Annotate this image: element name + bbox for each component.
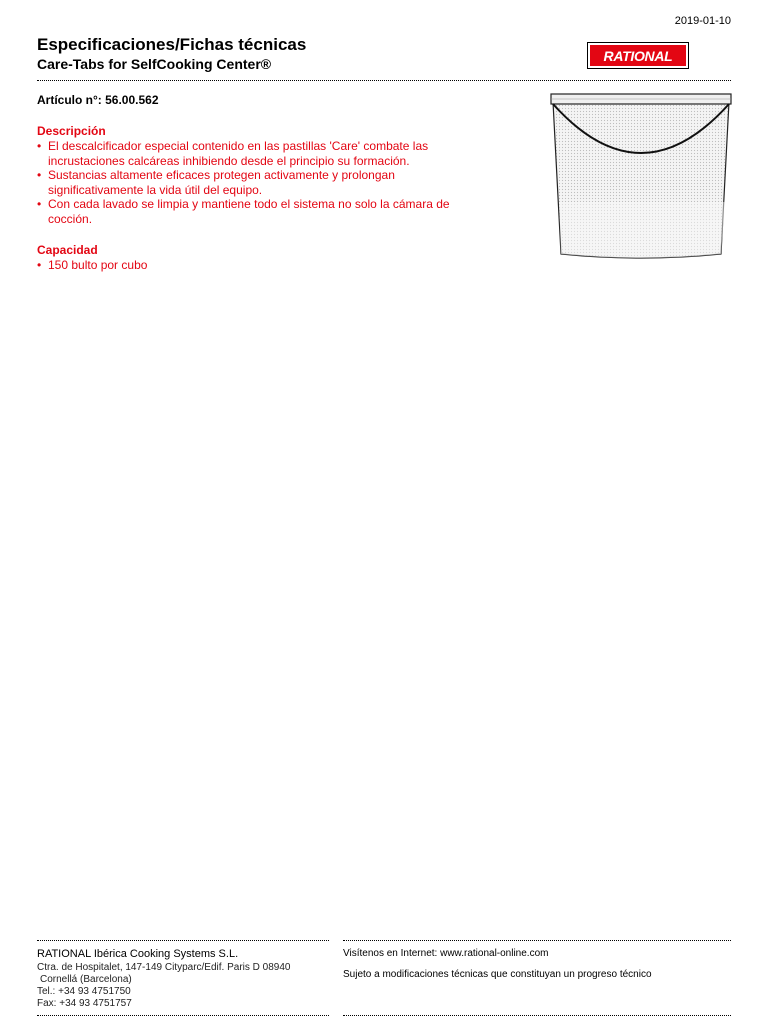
fax: Fax: +34 93 4751757 xyxy=(37,998,132,1009)
phone: Tel.: +34 93 4751750 xyxy=(37,986,131,997)
address-line: Cornellá (Barcelona) xyxy=(40,974,132,985)
date: 2019-01-10 xyxy=(674,15,731,27)
description-heading: Descripción xyxy=(37,124,106,138)
bucket-icon xyxy=(549,92,733,260)
list-item: • 150 bulto por cubo xyxy=(37,258,487,273)
logo-text: RATIONAL xyxy=(590,45,686,66)
page-title: Especificaciones/Fichas técnicas xyxy=(37,35,307,54)
company-name: RATIONAL Ibérica Cooking Systems S.L. xyxy=(37,948,239,960)
description-list xyxy=(37,139,487,226)
rational-logo xyxy=(587,42,689,69)
capacity-heading: Capacidad xyxy=(37,243,98,257)
list-item: • El descalcificador especial contenido en las pastillas 'Care' combate las incrustaciones calcáreas inhibiendo desde el principio su formación. xyxy=(37,139,487,168)
top-divider xyxy=(37,80,731,81)
article-number: Artículo n°: 56.00.562 xyxy=(37,93,159,107)
address-line: Ctra. de Hospitalet, 147-149 Cityparc/Edif. Paris D 08940 xyxy=(37,962,291,973)
list-item: • Sustancias altamente eficaces protegen activamente y prolongan significativamente la vida útil del equipo. xyxy=(37,168,487,197)
footer-divider-right xyxy=(343,940,731,941)
disclaimer: Sujeto a modificaciones técnicas que constituyan un progreso técnico xyxy=(343,969,652,980)
website-text: Visítenos en Internet: www.rational-online.com xyxy=(343,948,549,959)
footer-bottom-left xyxy=(37,1015,329,1016)
capacity-list xyxy=(37,258,487,273)
footer-divider-left xyxy=(37,940,329,941)
page-subtitle: Care-Tabs for SelfCooking Center® xyxy=(37,56,272,72)
list-item: • Con cada lavado se limpia y mantiene todo el sistema no solo la cámara de cocción. xyxy=(37,197,487,226)
footer-bottom-right xyxy=(343,1015,731,1016)
